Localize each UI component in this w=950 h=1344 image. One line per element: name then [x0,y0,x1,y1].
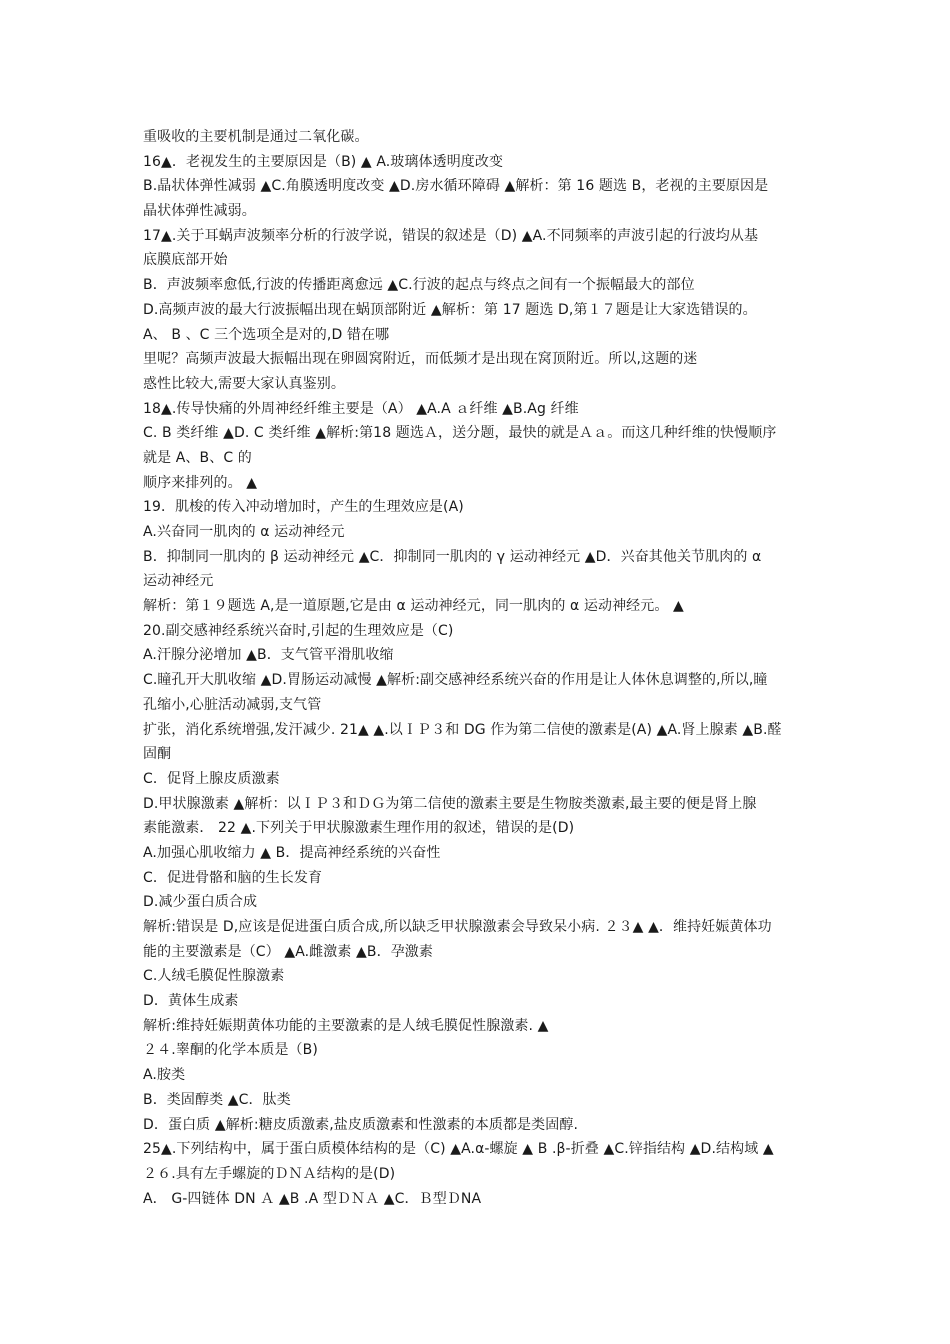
text-line: 孔缩小,心脏活动减弱,支气管 [143,696,322,713]
text-line: B．类固醇类 ▲C．肽类 [143,1091,291,1108]
text-line: D.甲状腺激素 ▲解析：以ＩＰ３和ＤＧ为第二信使的激素主要是生物胺类激素,最主要的便是肾上腺 [143,795,757,812]
text-line: A.加强心肌收缩力 ▲ B．提高神经系统的兴奋性 [143,844,441,861]
text-line: B．声波频率愈低,行波的传播距离愈远 ▲C.行波的起点与终点之间有一个振幅最大的部位 [143,277,695,294]
text-line: 能的主要激素是（C） ▲A.雌激素 ▲B．孕激素 [143,943,433,960]
text-line: A、 B 、C 三个选项全是对的,D 错在哪 [143,326,390,343]
document-page [143,125,815,1211]
text-line: 素能激素． 22 ▲.下列关于甲状腺激素生理作用的叙述，错误的是(D) [143,820,575,837]
text-line: 扩张，消化系统增强,发汗减少. 21▲ ▲.以ＩＰ３和 DG 作为第二信使的激素是(A) ▲A.肾上腺素 ▲B.醛 [143,721,782,738]
text-line: 底膜底部开始 [143,252,228,269]
text-line: 解析：第１９题选 A,是一道原题,它是由 α 运动神经元，同一肌肉的 α 运动神经元。 ▲ [143,598,684,615]
text-line: 里呢？高频声波最大振幅出现在卵圆窝附近，而低频才是出现在窝顶附近。所以,这题的迷 [143,351,698,368]
text-line: C．促进骨骼和脑的生长发育 [143,869,323,886]
text-line: 解析:错误是 D,应该是促进蛋白质合成,所以缺乏甲状腺激素会导致呆小病. ２３▲ ▲．维持妊娠黄体功 [143,919,772,935]
text-line: 20.副交感神经系统兴奋时,引起的生理效应是（C) [143,622,454,639]
text-line: 18▲.传导快痛的外周神经纤维主要是（A） ▲A.A ａ纤维 ▲B.Ag 纤维 [143,400,579,417]
text-line: A.汗腺分泌增加 ▲B．支气管平滑肌收缩 [143,647,394,664]
text-line: ２６.具有左手螺旋的ＤＮＡ结构的是(D) [143,1165,396,1182]
text-line: B.晶状体弹性减弱 ▲C.角膜透明度改变 ▲D.房水循环障碍 ▲解析：第 16 题选 B，老视的主要原因是 [143,178,769,195]
text-line: A.胺类 [143,1067,186,1084]
text-line: 解析:维持妊娠期黄体功能的主要激素的是人绒毛膜促性腺激素. ▲ [143,1017,549,1034]
text-line: 17▲.关于耳蜗声波频率分析的行波学说，错误的叙述是（D) ▲A.不同频率的声波引起的行波均从基 [143,227,759,244]
text-line: 19．肌梭的传入冲动增加时，产生的生理效应是(A) [143,499,464,516]
text-line: 固酮 [143,746,172,763]
text-line: ２４.睾酮的化学本质是（B) [143,1042,318,1059]
text-line: 顺序来排列的。 ▲ [143,474,258,491]
text-line: A.兴奋同一肌肉的 α 运动神经元 [143,524,345,540]
text-line: D.减少蛋白质合成 [143,894,258,911]
text-line: 16▲．老视发生的主要原因是（B) ▲ A.玻璃体透明度改变 [143,153,504,170]
text-line: C．促肾上腺皮质激素 [143,770,280,787]
text-line: 25▲.下列结构中，属于蛋白质模体结构的是（C) ▲A.α-螺旋 ▲ B .β-折叠 ▲C.锌指结构 ▲D.结构域 ▲ [143,1141,774,1158]
text-line: 就是 A、B、C 的 [143,449,252,466]
text-line: B．抑制同一肌肉的 β 运动神经元 ▲C．抑制同一肌肉的 γ 运动神经元 ▲D．兴奋其他关节肌肉的 α [143,548,762,565]
text-line: A． G-四链体 DN Ａ ▲B .A 型ＤＮＡ ▲C．Ｂ型ＤNA [143,1190,482,1207]
text-line: D．蛋白质 ▲解析:糖皮质激素,盐皮质激素和性激素的本质都是类固醇. [143,1116,579,1133]
text-line: 惑性比较大,需要大家认真鉴别。 [143,375,345,392]
text-line: D．黄体生成素 [143,993,239,1010]
text-line: 运动神经元 [143,573,214,590]
text-line: C.瞳孔开大肌收缩 ▲D.胃肠运动减慢 ▲解析:副交感神经系统兴奋的作用是让人体休息调整的,所以,瞳 [143,672,768,689]
text-line: 重吸收的主要机制是通过二氧化碳。 [143,129,369,145]
text-line: C. B 类纤维 ▲D. C 类纤维 ▲解析:第18 题选Ａ，送分题，最快的就是Ａａ。而这几种纤维的快慢顺序 [143,425,777,442]
text-line: D.高频声波的最大行波振幅出现在蜗顶部附近 ▲解析：第 17 题选 D,第１７题是让大家选错误的。 [143,301,757,318]
text-line: 晶状体弹性减弱。 [143,203,256,220]
text-line: C.人绒毛膜促性腺激素 [143,968,285,985]
